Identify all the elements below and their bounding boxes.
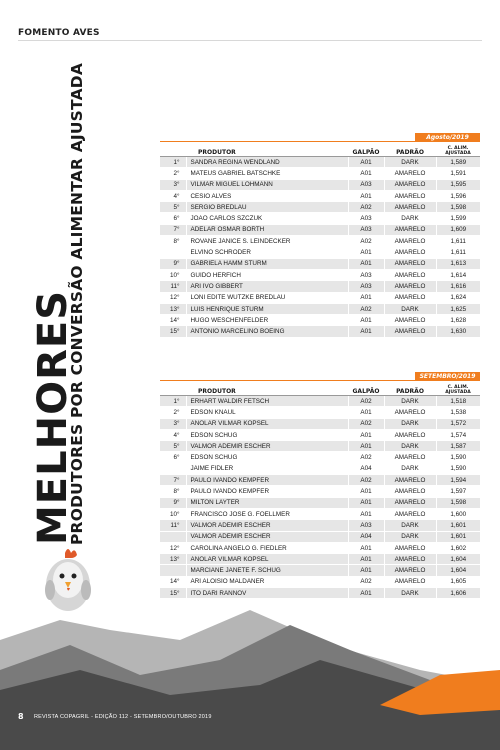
row-padrao: DARK (384, 303, 436, 314)
row-position: 1° (160, 396, 186, 407)
row-produtor: SERGIO BREDLAU (186, 202, 348, 213)
month-badge: SETEMBRO/2019 (415, 372, 480, 381)
row-conversao: 1,605 (436, 576, 480, 587)
row-padrao: AMARELO (384, 497, 436, 508)
row-conversao: 1,611 (436, 247, 480, 258)
row-conversao: 1,574 (436, 429, 480, 440)
header-galpao: GALPÃO (348, 142, 384, 157)
row-produtor: EDSON SCHUG (186, 452, 348, 463)
row-conversao: 1,609 (436, 224, 480, 235)
row-position: 6° (160, 452, 186, 463)
row-galpao: A01 (348, 247, 384, 258)
row-conversao: 1,595 (436, 179, 480, 190)
row-produtor: ELVINO SCHRODER (186, 247, 348, 258)
table-row (160, 407, 480, 418)
row-padrao: AMARELO (384, 224, 436, 235)
row-padrao: DARK (384, 157, 436, 168)
row-position: 10° (160, 508, 186, 519)
row-conversao: 1,590 (436, 452, 480, 463)
table-row (160, 179, 480, 190)
row-conversao: 1,614 (436, 269, 480, 280)
table-row (160, 531, 480, 542)
header-padrao: PADRÃO (384, 142, 436, 157)
table-row (160, 588, 480, 599)
row-padrao: AMARELO (384, 576, 436, 587)
row-position: 4° (160, 429, 186, 440)
row-position: 5° (160, 202, 186, 213)
row-conversao: 1,599 (436, 213, 480, 224)
table-row (160, 281, 480, 292)
row-padrao: DARK (384, 396, 436, 407)
row-conversao: 1,538 (436, 407, 480, 418)
row-galpao: A01 (348, 554, 384, 565)
row-padrao: AMARELO (384, 269, 436, 280)
row-produtor: VILMAR MIGUEL LOHMANN (186, 179, 348, 190)
row-produtor: ANTONIO MARCELINO BOEING (186, 326, 348, 337)
row-padrao: AMARELO (384, 236, 436, 247)
row-conversao: 1,518 (436, 396, 480, 407)
row-conversao: 1,602 (436, 542, 480, 553)
row-position: 3° (160, 179, 186, 190)
row-galpao: A02 (348, 303, 384, 314)
row-position (160, 531, 186, 542)
row-galpao: A01 (348, 157, 384, 168)
row-position: 4° (160, 190, 186, 201)
row-position: 7° (160, 224, 186, 235)
row-galpao: A02 (348, 396, 384, 407)
row-galpao: A01 (348, 588, 384, 599)
row-position: 8° (160, 236, 186, 247)
row-produtor: ANOLAR VILMAR KOPSEL (186, 554, 348, 565)
row-produtor: SANDRA REGINA WENDLAND (186, 157, 348, 168)
row-conversao: 1,601 (436, 520, 480, 531)
row-produtor: LONI EDITE WUTZKE BREDLAU (186, 292, 348, 303)
row-galpao: A01 (348, 542, 384, 553)
row-padrao: AMARELO (384, 315, 436, 326)
footer-text: REVISTA COPAGRIL - EDIÇÃO 112 - SETEMBRO/OUTUBRO 2019 (34, 714, 212, 720)
page-number: 8 (18, 712, 24, 721)
row-padrao: DARK (384, 463, 436, 474)
row-conversao: 1,587 (436, 441, 480, 452)
row-galpao: A03 (348, 281, 384, 292)
ranking-table-august (160, 133, 480, 338)
row-galpao: A01 (348, 441, 384, 452)
row-galpao: A02 (348, 475, 384, 486)
row-conversao: 1,600 (436, 508, 480, 519)
row-conversao: 1,604 (436, 554, 480, 565)
row-produtor: VALMOR ADEMIR ESCHER (186, 441, 348, 452)
row-galpao: A01 (348, 315, 384, 326)
row-galpao: A03 (348, 179, 384, 190)
row-produtor: FRANCISCO JOSE G. FOELLMER (186, 508, 348, 519)
row-conversao: 1,597 (436, 486, 480, 497)
row-galpao: A03 (348, 520, 384, 531)
row-conversao: 1,589 (436, 157, 480, 168)
row-padrao: AMARELO (384, 508, 436, 519)
ranking-table (160, 142, 480, 338)
table-row (160, 224, 480, 235)
row-position: 3° (160, 418, 186, 429)
table-row (160, 326, 480, 337)
row-galpao: A04 (348, 463, 384, 474)
table-row (160, 396, 480, 407)
row-produtor: MATEUS GABRIEL BATSCHKE (186, 168, 348, 179)
row-position (160, 565, 186, 576)
row-produtor: ARI ALOISIO MALDANER (186, 576, 348, 587)
table-row (160, 213, 480, 224)
row-galpao: A02 (348, 576, 384, 587)
table-row (160, 247, 480, 258)
row-padrao: DARK (384, 531, 436, 542)
table-row (160, 475, 480, 486)
table-row (160, 486, 480, 497)
row-conversao: 1,616 (436, 281, 480, 292)
row-position: 7° (160, 475, 186, 486)
row-padrao: DARK (384, 213, 436, 224)
row-position: 6° (160, 213, 186, 224)
row-position (160, 463, 186, 474)
section-rule (18, 40, 482, 41)
vertical-title-sub: PRODUTORES POR CONVERSÃO ALIMENTAR AJUSTADA (68, 62, 86, 545)
row-padrao: AMARELO (384, 281, 436, 292)
header-conversao: C. ALIM. AJUSTADA (436, 142, 480, 157)
row-padrao: AMARELO (384, 247, 436, 258)
row-position: 15° (160, 588, 186, 599)
row-produtor: CESIO ALVES (186, 190, 348, 201)
row-position: 15° (160, 326, 186, 337)
header-galpao: GALPÃO (348, 381, 384, 396)
row-produtor: JOAO CARLOS SZCZUK (186, 213, 348, 224)
row-produtor: VALMOR ADEMIR ESCHER (186, 531, 348, 542)
row-position: 10° (160, 269, 186, 280)
row-padrao: AMARELO (384, 407, 436, 418)
row-position: 9° (160, 258, 186, 269)
row-padrao: AMARELO (384, 554, 436, 565)
row-position: 12° (160, 542, 186, 553)
row-position: 9° (160, 497, 186, 508)
row-galpao: A04 (348, 531, 384, 542)
row-position: 11° (160, 281, 186, 292)
table-row (160, 554, 480, 565)
header-produtor: PRODUTOR (186, 381, 348, 396)
table-row (160, 157, 480, 168)
mountain-background (0, 600, 500, 750)
table-row (160, 258, 480, 269)
row-conversao: 1,624 (436, 292, 480, 303)
row-position: 5° (160, 441, 186, 452)
table-row (160, 418, 480, 429)
row-produtor: MARCIANE JANETE F. SCHUG (186, 565, 348, 576)
row-conversao: 1,628 (436, 315, 480, 326)
row-produtor: ANOLAR VILMAR KOPSEL (186, 418, 348, 429)
row-padrao: AMARELO (384, 168, 436, 179)
table-row (160, 576, 480, 587)
row-padrao: DARK (384, 588, 436, 599)
ranking-table-september (160, 372, 480, 599)
row-produtor: ADELAR OSMAR BORTH (186, 224, 348, 235)
ranking-table (160, 381, 480, 599)
row-padrao: DARK (384, 441, 436, 452)
header-produtor: PRODUTOR (186, 142, 348, 157)
row-produtor: ARI IVO GIBBERT (186, 281, 348, 292)
table-row (160, 269, 480, 280)
table-row (160, 190, 480, 201)
row-conversao: 1,630 (436, 326, 480, 337)
row-produtor: VALMOR ADEMIR ESCHER (186, 520, 348, 531)
row-produtor: PAULO IVANDO KEMPFER (186, 475, 348, 486)
row-position: 14° (160, 315, 186, 326)
header-padrao: PADRÃO (384, 381, 436, 396)
row-galpao: A02 (348, 452, 384, 463)
row-padrao: AMARELO (384, 190, 436, 201)
row-galpao: A01 (348, 190, 384, 201)
row-padrao: DARK (384, 418, 436, 429)
row-padrao: AMARELO (384, 258, 436, 269)
row-conversao: 1,598 (436, 202, 480, 213)
table-row (160, 463, 480, 474)
row-position: 13° (160, 303, 186, 314)
row-galpao: A01 (348, 292, 384, 303)
row-galpao: A01 (348, 258, 384, 269)
row-galpao: A01 (348, 565, 384, 576)
row-galpao: A02 (348, 236, 384, 247)
row-galpao: A01 (348, 168, 384, 179)
month-header (160, 133, 480, 142)
row-galpao: A01 (348, 326, 384, 337)
row-padrao: AMARELO (384, 429, 436, 440)
row-produtor: EDSON SCHUG (186, 429, 348, 440)
table-row (160, 168, 480, 179)
table-row (160, 441, 480, 452)
row-conversao: 1,598 (436, 497, 480, 508)
row-padrao: AMARELO (384, 486, 436, 497)
table-row (160, 508, 480, 519)
row-produtor: GUIDO HERFICH (186, 269, 348, 280)
row-produtor: GABRIELA HAMM STURM (186, 258, 348, 269)
table-row (160, 315, 480, 326)
row-produtor: ITO DARI RANNOV (186, 588, 348, 599)
table-row (160, 497, 480, 508)
row-conversao: 1,591 (436, 168, 480, 179)
section-label: FOMENTO AVES (18, 28, 100, 38)
table-row (160, 520, 480, 531)
header-conversao: C. ALIM. AJUSTADA (436, 381, 480, 396)
table-row (160, 202, 480, 213)
row-galpao: A03 (348, 269, 384, 280)
row-produtor: CAROLINA ANGELO G. FIEDLER (186, 542, 348, 553)
row-galpao: A01 (348, 407, 384, 418)
table-row (160, 429, 480, 440)
table-row (160, 303, 480, 314)
row-position: 2° (160, 407, 186, 418)
row-padrao: AMARELO (384, 326, 436, 337)
table-row (160, 292, 480, 303)
row-conversao: 1,613 (436, 258, 480, 269)
table-row (160, 542, 480, 553)
table-header-row (160, 142, 480, 157)
row-produtor: HUGO WESCHENFELDER (186, 315, 348, 326)
row-produtor: LUIS HENRIQUE STURM (186, 303, 348, 314)
row-position: 14° (160, 576, 186, 587)
table-row (160, 565, 480, 576)
row-position: 13° (160, 554, 186, 565)
row-produtor: MILTON LAYTER (186, 497, 348, 508)
row-padrao: AMARELO (384, 452, 436, 463)
row-produtor: ROVANE JANICE S. LEINDECKER (186, 236, 348, 247)
month-header (160, 372, 480, 381)
row-galpao: A02 (348, 418, 384, 429)
row-padrao: AMARELO (384, 202, 436, 213)
row-galpao: A01 (348, 497, 384, 508)
table-row (160, 452, 480, 463)
row-galpao: A01 (348, 429, 384, 440)
row-conversao: 1,625 (436, 303, 480, 314)
row-padrao: DARK (384, 520, 436, 531)
row-produtor: EDSON KNAUL (186, 407, 348, 418)
row-padrao: AMARELO (384, 542, 436, 553)
month-badge: Agosto/2019 (415, 133, 480, 142)
vertical-title-main: MELHORES (30, 289, 76, 545)
row-position: 1° (160, 157, 186, 168)
row-produtor: PAULO IVANDO KEMPFER (186, 486, 348, 497)
row-position (160, 247, 186, 258)
row-produtor: JAIME FIDLER (186, 463, 348, 474)
row-galpao: A03 (348, 213, 384, 224)
row-conversao: 1,594 (436, 475, 480, 486)
row-galpao: A01 (348, 508, 384, 519)
row-conversao: 1,590 (436, 463, 480, 474)
row-conversao: 1,604 (436, 565, 480, 576)
row-padrao: AMARELO (384, 565, 436, 576)
row-galpao: A02 (348, 202, 384, 213)
row-conversao: 1,572 (436, 418, 480, 429)
row-padrao: AMARELO (384, 292, 436, 303)
table-row (160, 236, 480, 247)
row-position: 2° (160, 168, 186, 179)
row-position: 12° (160, 292, 186, 303)
row-padrao: AMARELO (384, 475, 436, 486)
row-galpao: A03 (348, 224, 384, 235)
row-galpao: A01 (348, 486, 384, 497)
row-conversao: 1,601 (436, 531, 480, 542)
row-conversao: 1,611 (436, 236, 480, 247)
table-header-row (160, 381, 480, 396)
row-conversao: 1,596 (436, 190, 480, 201)
row-conversao: 1,606 (436, 588, 480, 599)
row-produtor: ERHART WALDIR FETSCH (186, 396, 348, 407)
row-padrao: AMARELO (384, 179, 436, 190)
chicken-mascot-icon (38, 545, 98, 620)
row-position: 8° (160, 486, 186, 497)
row-position: 11° (160, 520, 186, 531)
